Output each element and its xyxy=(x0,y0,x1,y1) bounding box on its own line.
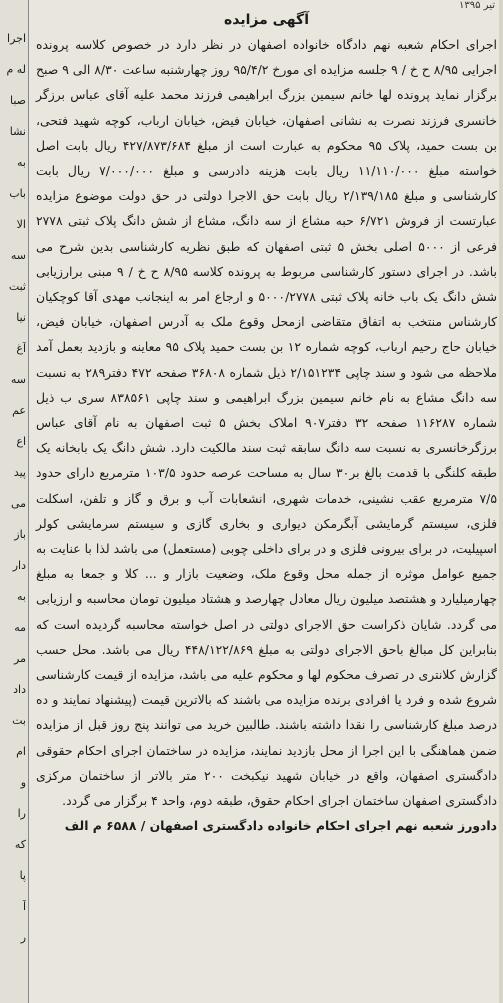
page-header-fragment: تیر ۱۳۹۵ xyxy=(459,0,495,11)
adjacent-column-word: آ xyxy=(22,900,26,913)
adjacent-column-word: دار xyxy=(12,559,26,572)
notice-footer: دادورز شعبه نهم اجرای احکام خانواده دادگستری اصفهان / ۶۵۸۸ م الف xyxy=(64,818,497,834)
adjacent-column-word: صبا xyxy=(9,94,26,107)
adjacent-column-word: اع xyxy=(16,435,26,448)
auction-notice xyxy=(36,10,497,995)
adjacent-column-word: که xyxy=(14,838,26,851)
adjacent-column-word: را xyxy=(17,807,26,820)
adjacent-column-word: الا xyxy=(16,218,26,231)
adjacent-column-word: باب xyxy=(9,187,26,200)
adjacent-column-word: پا xyxy=(19,869,26,882)
adjacent-column-word: نیا xyxy=(16,311,26,324)
adjacent-column-word: و xyxy=(20,776,26,789)
adjacent-column-word: ثبت xyxy=(8,280,26,293)
adjacent-column-fragment xyxy=(0,0,29,1003)
adjacent-column-word: پید xyxy=(13,466,26,479)
adjacent-column-word: به xyxy=(17,156,26,169)
page-edge xyxy=(499,0,503,1003)
notice-title: آگهی مزایده xyxy=(223,12,309,28)
adjacent-column-word: ر xyxy=(20,931,26,944)
adjacent-column-word: نشا xyxy=(9,125,26,138)
adjacent-column-word: عم xyxy=(12,404,26,417)
adjacent-column-word: باز xyxy=(14,528,26,541)
adjacent-column-word: مه xyxy=(14,621,26,634)
adjacent-column-word: بت xyxy=(12,714,26,727)
adjacent-column-word: مر xyxy=(14,652,26,665)
adjacent-column-word: سه xyxy=(10,249,26,262)
adjacent-column-word: می xyxy=(10,497,26,510)
adjacent-column-word: آغ xyxy=(16,342,26,355)
notice-body: اجرای احکام شعبه نهم دادگاه خانواده اصفهان در نظر دارد در خصوص کلاسه پرونده اجرایی ۸/۹۵ ح خ / ۹ جلسه مزایده ای مورخ ۹۵/۴/۲ روز چهارشنبه ساعت ۸/۳۰ الی ۹ صبح برگزار نماید پرونده لها خانم سیمین بزرگ ابراهیمی فرزند محمد علیه آقای عباس برزگر خانسری فرزند نصرت به نشانی اصفهان، خیابان فیض، خیابان ارباب، کوچه شهید فتحی، بن بست حمید، پلاک ۹۵ محکوم به عبارت است از مبلغ ۴۲۷/۸۷۳/۶۸۴ ریال بابت اصل خواسته مبلغ ۱۱/۱۱۰/۰۰۰ ریال بابت هزینه دادرسی و مبلغ ۷/۰۰۰/۰۰۰ ریال بابت کارشناسی و مبلغ ۲/۱۳۹/۱۸۵ ریال بابت حق الاجرا دولتی در حق دولت موضوع مزایده عبارتست از فروش ۶/۷۲۱ حبه مشاع از سه دانگ، مشاع از شش دانگ پلاک ثبتی ۲۷۷۸ فرعی از ۵۰۰۰ اصلی بخش ۵ ثبتی اصفهان که طبق نظریه کارشناسی بدین شرح می باشد. در اجرای دستور کارشناسی مربوط به پرونده کلاسه ۸/۹۵ ح خ / ۹ مبنی برارزیابی شش دانگ یک باب خانه پلاک ثبتی ۵۰۰۰/۲۷۷۸ و ارجاع امر به اینجانب مهدی آقا کوچکیان کارشناس منتخب به اتفاق متقاضی ازمحل وقوع ملک به آدرس اصفهان، خیابان فیض، خیابان حاج رحیم ارباب، کوچه شماره ۱۲ بن بست حمید پلاک ۹۵ معاینه و بازدید بعمل آمد ملاحظه می شود و سند چاپی ۲/۱۵۱۲۳۴ ذیل شماره ۳۶۸۰۸ صفحه ۴۷۲ دفتر۲۸۹ به نسبت سه دانگ مشاع به نام خانم سیمین بزرگ ابراهیمی و سند چاپی ۸۳۸۵۶۱ سری ب ذیل شماره ۱۱۶۲۸۷ صفحه ۳۲ دفتر۹۰۷ املاک بخش ۵ ثبت اصفهان به نام آقای عباس برزگرخانسری به نسبت سه دانگ سابقه ثبت سند مالکیت دارد. شش دانگ یک بابخانه یک طبقه کلنگی با قدمت بالغ بر۳۰ سال به مساحت عرصه حدود ۱۰۳/۵ مترمربع دارای حدود ۷/۵ مترمربع عقب نشینی، خدمات شهری، انشعابات آب و برق و گاز و تلفن، اسکلت فلزی، سیستم گرمایشی آبگرمکن دیواری و بخاری گازی و سیستم سرمایشی کولر اسپیلیت، در برای بیرونی فلزی و در برای داخلی چوبی (مستعمل) می باشد لذا با عنایت به جمیع عوامل موثره از جمله محل وقوع ملک، وضعیت بازار و ... کلا و جمعا به مبلغ چهارمیلیارد و هشتصد میلیون ریال معادل چهارصد و هشتاد میلیون تومان محاسبه و ارزیابی می گردد. شایان ذکراست حق الاجرای دولتی در اصل خواسته محاسبه گردیده است که بنابراین کل مبالغ باحق الاجرای دولتی به مبلغ ۴۴۸/۱۲۲/۸۶۹ ریال می باشد. محل حسب گزارش کلانتری در تصرف محکوم لها و محکوم علیه می باشد، مزایده از قیمت کارشناسی شروع شده و فرد یا افرادی برنده مزایده می باشند که بالاترین قیمت (پیشنهاد نمایند و ده درصد مبلغ کارشناسی را نقدا داشته باشند. طالبین خرید می توانند پنج روز قبل از مزایده ضمن هماهنگی با این اجرا از محل بازدید نمایند، مزایده در ساختمان اجرای احکام حقوقی دادگستری اصفهان، واقع در خیابان شهید نیکبخت ۲۰۰ متر بالاتر از ساختمان مرکزی دادگستری اصفهان ساختمان اجرای احکام حقوق، طبقه دوم، واحد ۴ برگزار می گردد. xyxy=(35,37,498,809)
adjacent-column-word: به xyxy=(17,590,26,603)
adjacent-column-word: داد xyxy=(13,683,26,696)
adjacent-column-word: اجرا xyxy=(7,32,26,45)
adjacent-column-word: سه xyxy=(10,373,26,386)
adjacent-column-word: له م xyxy=(6,63,26,76)
adjacent-column-word: ام xyxy=(16,745,26,758)
